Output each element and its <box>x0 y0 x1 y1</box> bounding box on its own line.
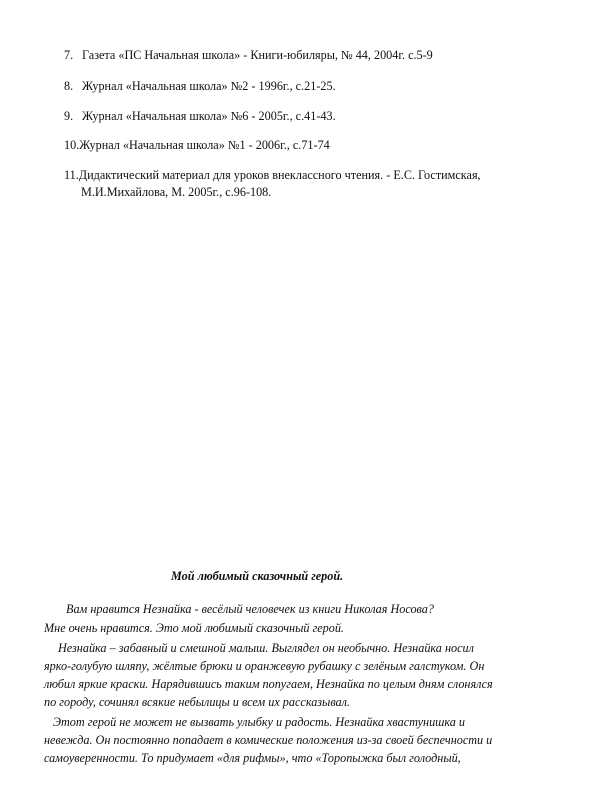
reference-number: 8. <box>64 79 74 93</box>
reference-text: Журнал «Начальная школа» №6 - 2005г., с.41-43. <box>82 109 336 123</box>
essay-line: по городу, сочинял всякие небылицы и всем их рассказывал. <box>44 695 350 709</box>
reference-number: 7. <box>64 48 74 62</box>
essay-line: Мне очень нравится. Это мой любимый сказочный герой. <box>44 621 344 635</box>
reference-text-continuation: М.И.Михайлова, М. 2005г., с.96-108. <box>81 185 272 199</box>
reference-item-9 <box>64 108 564 125</box>
essay-line: ярко-голубую шляпу, жёлтые брюки и оранжевую рубашку с зелёным галстуком. Он <box>44 659 485 673</box>
essay-line: невежда. Он постоянно попадает в комические положения из-за своей беспечности и <box>44 733 493 747</box>
reference-number: 10. <box>64 138 80 152</box>
essay-line: Незнайка – забавный и смешной малыш. Выглядел он необычно. Незнайка носил <box>58 641 474 655</box>
essay-line: самоуверенности. То придумает «для рифмы», что «Торопыжка был голодный, <box>44 751 461 765</box>
reference-number: 11. <box>64 168 79 182</box>
reference-text: Журнал «Начальная школа» №1 - 2006г., с.71-74 <box>79 138 330 152</box>
reference-text: Журнал «Начальная школа» №2 - 1996г., с.21-25. <box>82 79 336 93</box>
essay-title: Мой любимый сказочный герой. <box>171 569 344 583</box>
reference-text: Газета «ПС Начальная школа» - Книги-юбиляры, № 44, 2004г. с.5-9 <box>82 48 433 62</box>
reference-item-11 <box>64 167 564 201</box>
reference-item-8 <box>64 78 564 95</box>
reference-item-10 <box>64 137 564 154</box>
reference-number: 9. <box>64 109 74 123</box>
reference-item-7 <box>64 47 564 64</box>
essay-line: любил яркие краски. Нарядившись таким попугаем, Незнайка по целым дням слонялся <box>44 677 493 691</box>
reference-text: Дидактический материал для уроков внеклассного чтения. - Е.С. Гостимская, <box>78 168 481 182</box>
essay-line: Вам нравится Незнайка - весёлый человечек из книги Николая Носова? <box>66 602 434 616</box>
essay-line: Этот герой не может не вызвать улыбку и радость. Незнайка хвастунишка и <box>53 715 466 729</box>
